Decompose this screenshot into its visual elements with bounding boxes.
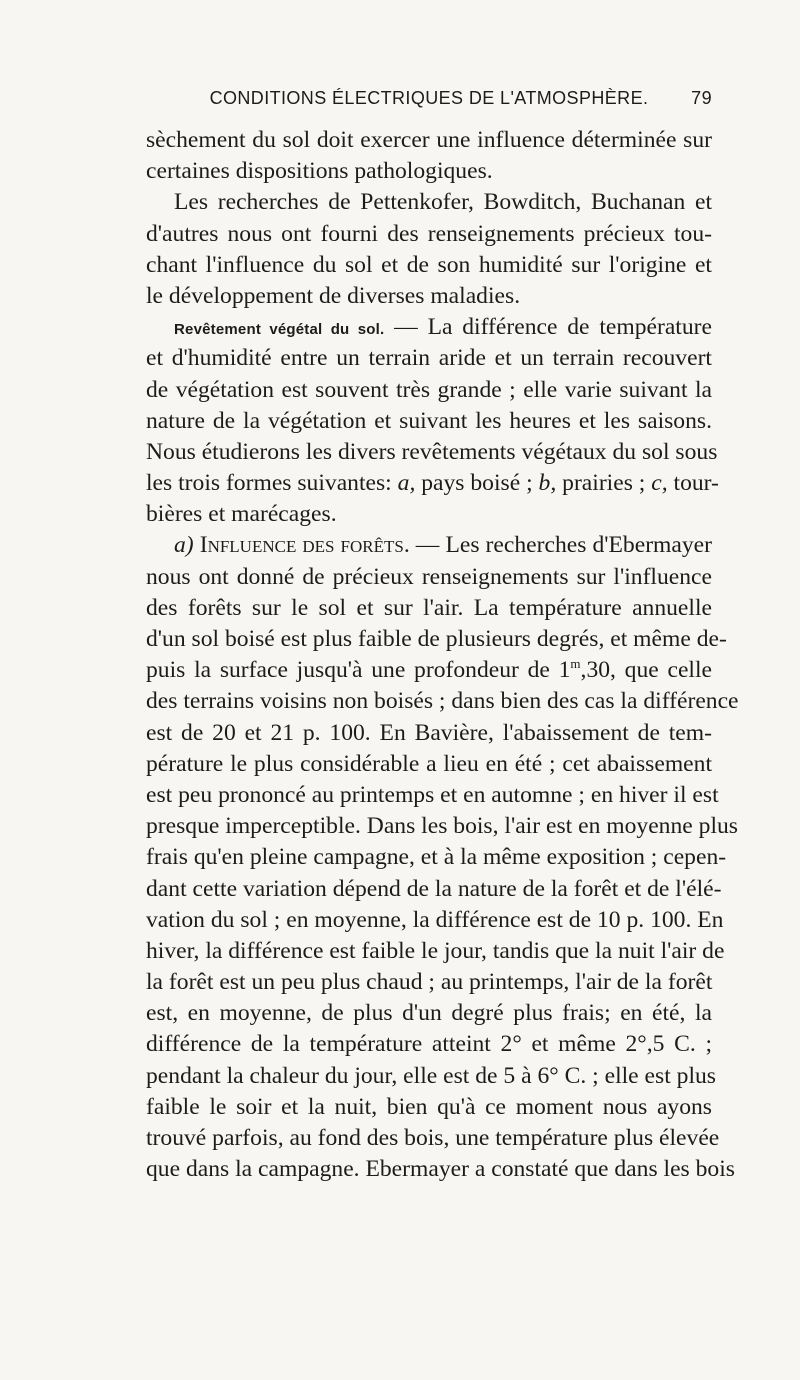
text-line: différence de la température atteint 2° et même 2°,5 C. ; [146,1031,712,1058]
text-line: frais qu'en pleine campagne, et à la même exposition ; cepen- [146,844,727,871]
text-line: trouvé parfois, au fond des bois, une température plus élevée [146,1125,720,1151]
text-line: hiver, la différence est faible le jour, tandis que la nuit l'air de [146,937,725,964]
text-line: des forêts sur le sol et sur l'air. La température annuelle [146,594,712,621]
page-number: 79 [691,88,712,108]
text-fragment: prairies ; [556,470,652,497]
text-line: faible le soir et la nuit, bien qu'à ce moment nous ayons [146,1093,712,1120]
running-title: CONDITIONS ÉLECTRIQUES DE L'ATMOSPHÈRE. [209,88,649,108]
section-marker: a) [174,532,194,559]
text-line: bières et marécages. [146,501,337,528]
text-line: et d'humidité entre un terrain aride et un terrain recouvert [146,345,712,372]
body-text [146,125,739,1185]
text-line: Les recherches de Pettenkofer, Bowditch, Buchanan et [174,189,712,216]
text-fragment: puis la surface jusqu'à une profondeur de 1 [146,657,571,684]
text-fragment: — Les recherches d'Ebermayer [409,532,712,559]
text-line: est peu prononcé au printemps et en automne ; en hiver il est [146,781,719,808]
text-line-list [146,468,719,499]
text-line: sèchement du sol doit exercer une influence déterminée sur [146,127,712,153]
text-line: nous ont donné de précieux renseignements sur l'influence [146,563,712,590]
list-marker-c: c, [651,470,668,497]
text-line: pérature le plus considérable a lieu en été ; cet abaissement [146,750,712,777]
text-line: des terrains voisins non boisés ; dans bien des cas la différence [146,688,739,715]
text-fragment: pays boisé ; [415,470,539,497]
text-fragment: tour- [667,470,719,497]
text-line: dant cette variation dépend de la nature de la forêt et de l'élé- [146,875,722,902]
text-line: vation du sol ; en moyenne, la différence est de 10 p. 100. En [146,906,724,933]
text-line: chant l'influence du sol et de son humidité sur l'origine et [146,251,712,278]
text-line-measure [146,655,712,686]
list-marker-b: b, [538,470,557,497]
text-line: nature de la végétation et suivant les heures et les saisons. [146,407,712,434]
subsection-title: Influence des forêts. [193,532,410,559]
text-line: le développement de diverses maladies. [146,282,521,309]
text-line: de végétation est souvent très grande ; elle varie suivant la [146,376,712,403]
text-line: certaines dispositions pathologiques. [146,158,493,185]
text-line: est de 20 et 21 p. 100. En Bavière, l'abaissement de tem- [146,719,712,746]
text-line-subsection [146,530,712,561]
text-fragment: les trois formes suivantes: [146,470,398,497]
text-line: d'un sol boisé est plus faible de plusieurs degrés, et même de- [146,626,727,652]
text-line: d'autres nous ont fourni des renseignements précieux tou- [146,220,712,247]
text-fragment: ,30, que celle [580,657,713,684]
text-line: presque imperceptible. Dans les bois, l'air est en moyenne plus [146,813,738,840]
text-line: Nous étudierons les divers revêtements végétaux du sol sous [146,438,718,465]
text-line: pendant la chaleur du jour, elle est de 5 à 6° C. ; elle est plus [146,1062,716,1089]
list-marker-a: a, [397,470,416,497]
text-line: est, en moyenne, de plus d'un degré plus frais; en été, la [146,1000,712,1027]
section-sidehead: Revêtement végétal du sol. [174,321,385,339]
text-line: que dans la campagne. Ebermayer a constaté que dans les bois [146,1156,735,1183]
text-line: la forêt est un peu plus chaud ; au printemps, l'air de la forêt [146,969,713,996]
running-header [146,88,712,114]
text-fragment: La différence de température [427,314,712,341]
text-line-sidehead: Revêtement végétal du sol. — La différence de température [174,314,712,341]
unit-superscript: m [570,656,581,672]
